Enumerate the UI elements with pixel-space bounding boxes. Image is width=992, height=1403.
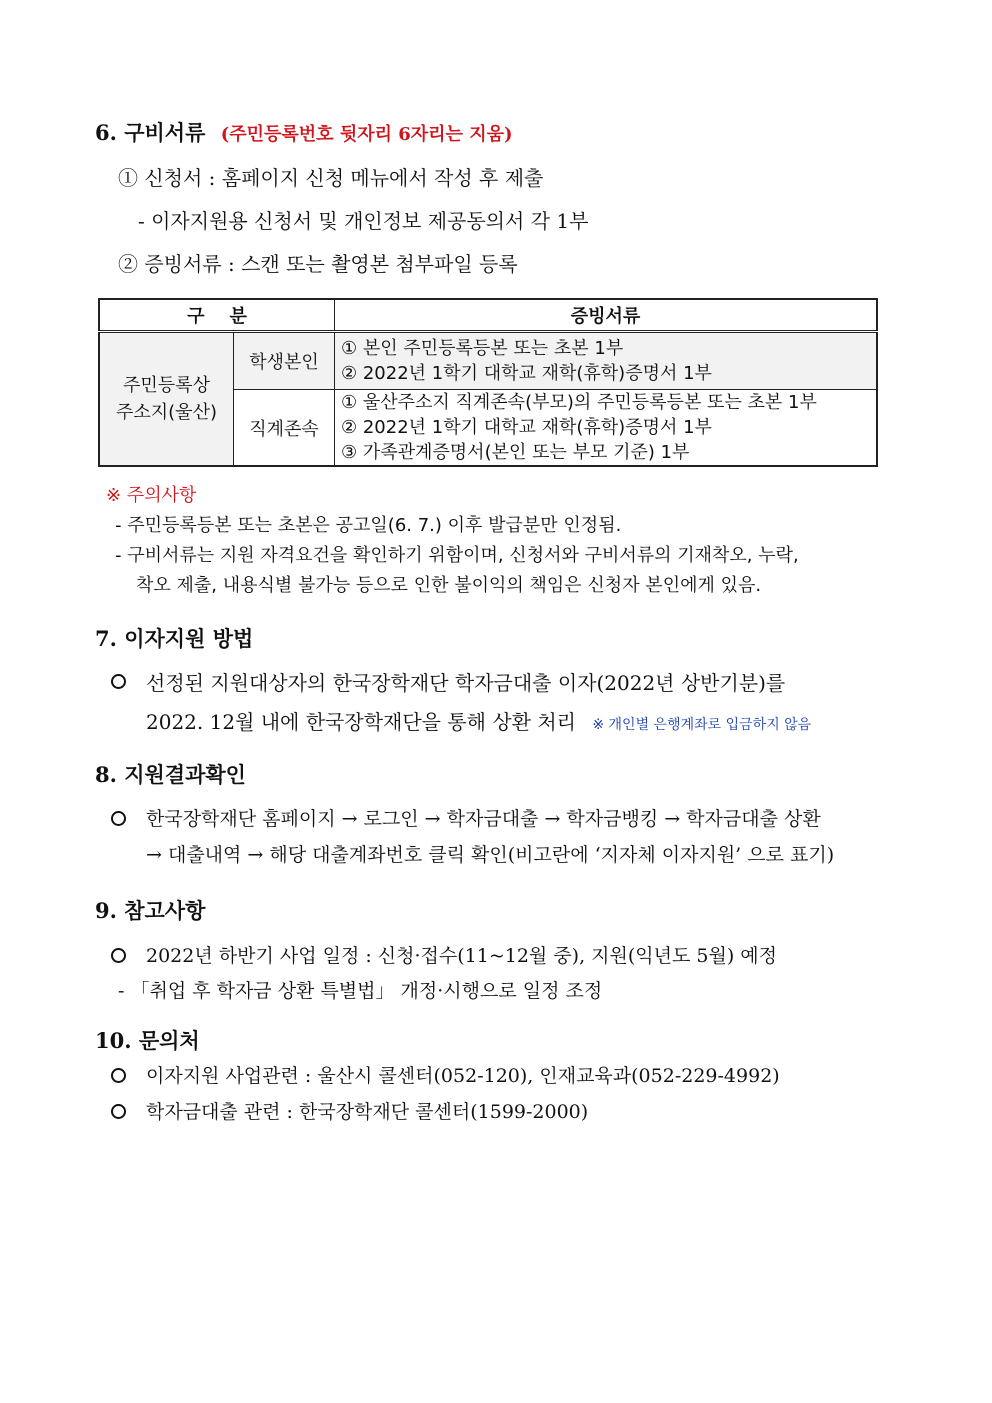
section-6-item-2: ② 증빙서류 : 스캔 또는 촬영본 첨부파일 등록 [118, 252, 518, 276]
section-8-line-2: → 대출내역 → 해당 대출계좌번호 클릭 확인(비고란에 ‘지자체 이자지원’ 으로 표기) [146, 844, 835, 866]
section-6-heading [95, 117, 513, 147]
table-header-category: 구 분 [99, 299, 335, 332]
caution-title: ※ 주의사항 [106, 485, 197, 506]
table-line: ② 2022년 1학기 대학교 재학(휴학)증명서 1부 [341, 363, 712, 384]
bullet-circle-icon [111, 674, 126, 689]
section-7-line-2: 2022. 12월 내에 한국장학재단을 통해 상환 처리 ※ 개인별 은행계좌로 입금하지 않음 [146, 710, 812, 734]
caution-line-2b: 착오 제출, 내용식별 불가능 등으로 인한 불이익의 책임은 신청자 본인에게 있음. [136, 575, 762, 596]
table-cell-student-docs [335, 332, 878, 390]
bullet-circle-icon [111, 1104, 126, 1119]
table-header-docs: 증빙서류 [335, 299, 878, 332]
section-7-line-1: 선정된 지원대상자의 한국장학재단 학자금대출 이자(2022년 상반기분)를 [146, 671, 786, 695]
table-line: ③ 가족관계증명서(본인 또는 부모 기준) 1부 [341, 442, 690, 463]
section-9-line-1: 2022년 하반기 사업 일정 : 신청·접수(11~12월 중), 지원(익년도 5월) 예정 [146, 945, 777, 967]
bullet-circle-icon [111, 948, 126, 963]
table-cell-parent-docs [335, 390, 878, 467]
bullet-circle-icon [111, 811, 126, 826]
table-row-label-student: 학생본인 [234, 332, 335, 390]
section-10-title: 10. 문의처 [95, 1028, 200, 1053]
section-7-note: ※ 개인별 은행계좌로 입금하지 않음 [592, 717, 812, 733]
section-6-note: (주민등록번호 뒷자리 6자리는 지움) [220, 124, 513, 145]
section-6-item-1-sub: - 이자지원용 신청서 및 개인정보 제공동의서 각 1부 [138, 209, 589, 233]
caution-line-2a: - 구비서류는 지원 자격요건을 확인하기 위함이며, 신청서와 구비서류의 기재착오, 누락, [115, 545, 799, 566]
section-6-item-1: ① 신청서 : 홈페이지 신청 메뉴에서 작성 후 제출 [118, 166, 544, 190]
bullet-circle-icon [111, 1068, 126, 1083]
documents-table [98, 298, 878, 467]
section-9-line-2: - 「취업 후 학자금 상환 특별법」 개정·시행으로 일정 조정 [118, 980, 603, 1002]
table-row-label-parent: 직계존속 [234, 390, 335, 467]
section-9-title: 9. 참고사항 [95, 898, 206, 923]
table-row-group-label: 주민등록상 주소지(울산) [99, 332, 234, 467]
caution-line-1: - 주민등록등본 또는 초본은 공고일(6. 7.) 이후 발급분만 인정됨. [115, 515, 622, 536]
section-8-title: 8. 지원결과확인 [95, 762, 246, 787]
table-line: ① 본인 주민등록등본 또는 초본 1부 [341, 338, 624, 359]
section-8-line-1: 한국장학재단 홈페이지 → 로그인 → 학자금대출 → 학자금뱅킹 → 학자금대출 상환 [146, 808, 821, 830]
section-10-line-1: 이자지원 사업관련 : 울산시 콜센터(052-120), 인재교육과(052-229-4992) [146, 1065, 780, 1087]
section-10-line-2: 학자금대출 관련 : 한국장학재단 콜센터(1599-2000) [146, 1101, 589, 1123]
section-7-title: 7. 이자지원 방법 [95, 626, 254, 651]
table-line: ② 2022년 1학기 대학교 재학(휴학)증명서 1부 [341, 417, 712, 438]
table-line: ① 울산주소지 직계존속(부모)의 주민등록등본 또는 초본 1부 [341, 392, 817, 413]
section-6-title: 6. 구비서류 [95, 120, 206, 145]
